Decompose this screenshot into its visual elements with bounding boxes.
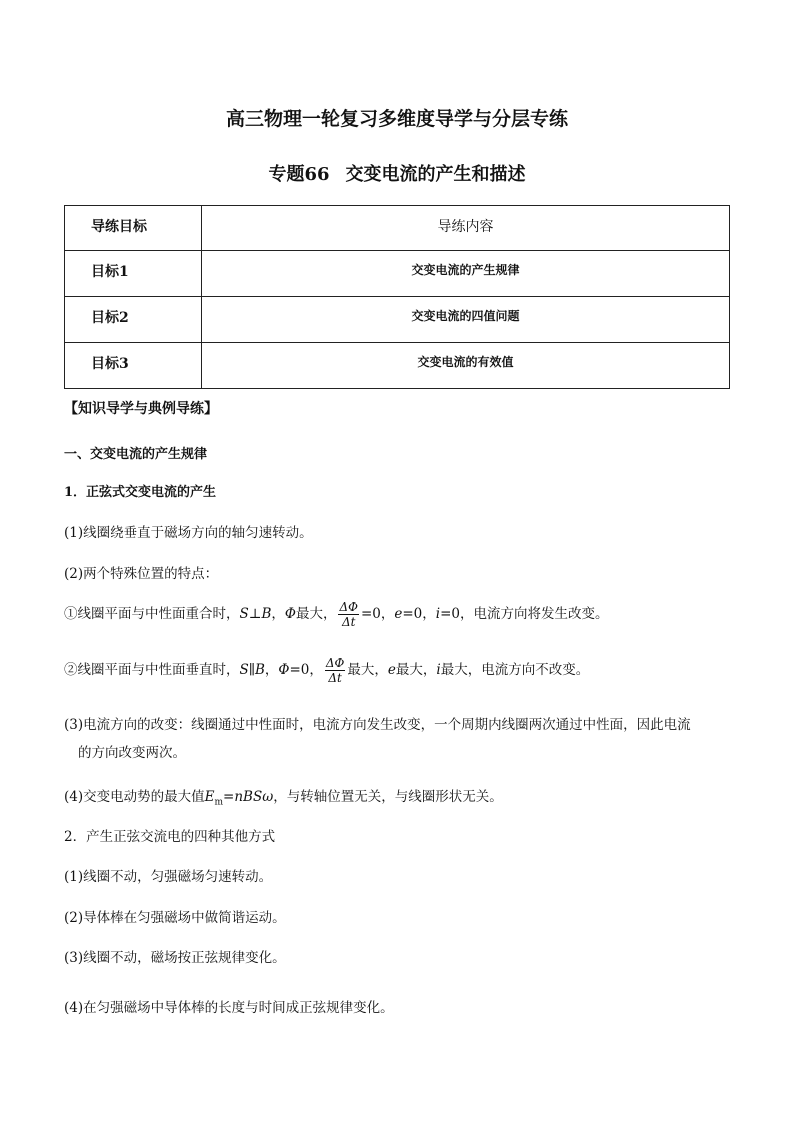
fraction-denominator: Δt	[328, 671, 342, 685]
paragraph-4	[64, 656, 589, 685]
text-run: =0，	[289, 662, 323, 678]
section-heading: 【知识导学与典例导练】	[64, 401, 218, 417]
paragraph-5	[64, 711, 734, 767]
math-run: E	[204, 789, 215, 805]
text-run: 最大，电流方向不改变。	[440, 662, 590, 678]
math-subscript: m	[214, 797, 224, 808]
text-run: =	[223, 789, 235, 805]
math-run: nBSω	[234, 789, 274, 805]
content-cell: 交变电流的产生规律	[202, 251, 730, 297]
math-run: Φ	[278, 662, 290, 678]
math-run: S⊥B	[239, 606, 272, 622]
math-run: e	[394, 606, 403, 622]
method-item: (1)线圈不动，匀强磁场匀速转动。	[64, 869, 273, 885]
text-run: 最大，	[395, 662, 437, 678]
document-title: 高三物理一轮复习多维度导学与分层专练	[225, 108, 568, 130]
topic-title	[0, 160, 794, 186]
fraction-denominator: Δt	[341, 615, 356, 629]
text-run: (4)交变电动势的最大值	[64, 789, 205, 805]
goal-cell: 目标2	[65, 297, 202, 343]
paragraph-line: 的方向改变两次。	[78, 745, 186, 761]
paragraph-1: (1)线圈绕垂直于磁场方向的轴匀速转动。	[64, 525, 313, 541]
table-row	[65, 251, 730, 297]
math-run: i	[436, 662, 441, 678]
math-run: Φ	[284, 606, 296, 622]
table-row	[65, 343, 730, 389]
table-header-row	[65, 206, 730, 251]
paragraph-3	[64, 600, 609, 629]
text-run: ，	[264, 662, 279, 678]
text-run: 最大，	[347, 662, 388, 678]
paragraph-line: (3)电流方向的改变：线圈通过中性面时，电流方向发生改变，一个周期内线圈两次通过中性面，因此电流	[64, 717, 691, 733]
goal-column-header: 导练目标	[65, 206, 202, 251]
math-run: S∥B	[239, 662, 265, 678]
fraction	[338, 600, 359, 629]
goal-cell: 目标1	[65, 251, 202, 297]
text-run: ，与转轴位置无关，与线圈形状无关。	[273, 789, 503, 805]
text-run: 最大，	[295, 606, 337, 622]
math-run: i	[435, 606, 441, 622]
fraction-numerator: ΔΦ	[339, 600, 358, 614]
text-run: ①线圈平面与中性面重合时，	[64, 606, 240, 622]
content-column-header: 导练内容	[202, 206, 730, 251]
text-run: =0，	[402, 606, 436, 622]
content-cell: 交变电流的四值问题	[202, 297, 730, 343]
paragraph-6	[64, 785, 503, 808]
fraction-numerator: ΔΦ	[325, 656, 345, 670]
method-item: (3)线圈不动，磁场按正弦规律变化。	[64, 950, 286, 966]
text-run: ，	[271, 606, 285, 622]
content-cell: 交变电流的有效值	[202, 343, 730, 389]
method-item: (2)导体棒在匀强磁场中做简谐运动。	[64, 910, 286, 926]
goal-cell: 目标3	[65, 343, 202, 389]
topic-number: 专题66	[268, 164, 330, 185]
text-run: ②线圈平面与中性面垂直时，	[64, 662, 240, 678]
text-run: =0，	[360, 606, 395, 622]
topic-name: 交变电流的产生和描述	[345, 164, 526, 185]
sub1-heading: 1．正弦式交变电流的产生	[64, 485, 217, 500]
math-run: e	[387, 662, 396, 678]
paragraph-2: (2)两个特殊位置的特点：	[64, 566, 219, 582]
fraction	[325, 656, 346, 685]
text-run: =0，电流方向将发生改变。	[440, 606, 609, 622]
part1-heading: 一、交变电流的产生规律	[64, 447, 208, 462]
method-item: (4)在匀强磁场中导体棒的长度与时间成正弦规律变化。	[64, 1000, 394, 1016]
goals-table	[64, 205, 730, 389]
table-row	[65, 297, 730, 343]
sub2-heading: 2．产生正弦交流电的四种其他方式	[64, 829, 276, 845]
